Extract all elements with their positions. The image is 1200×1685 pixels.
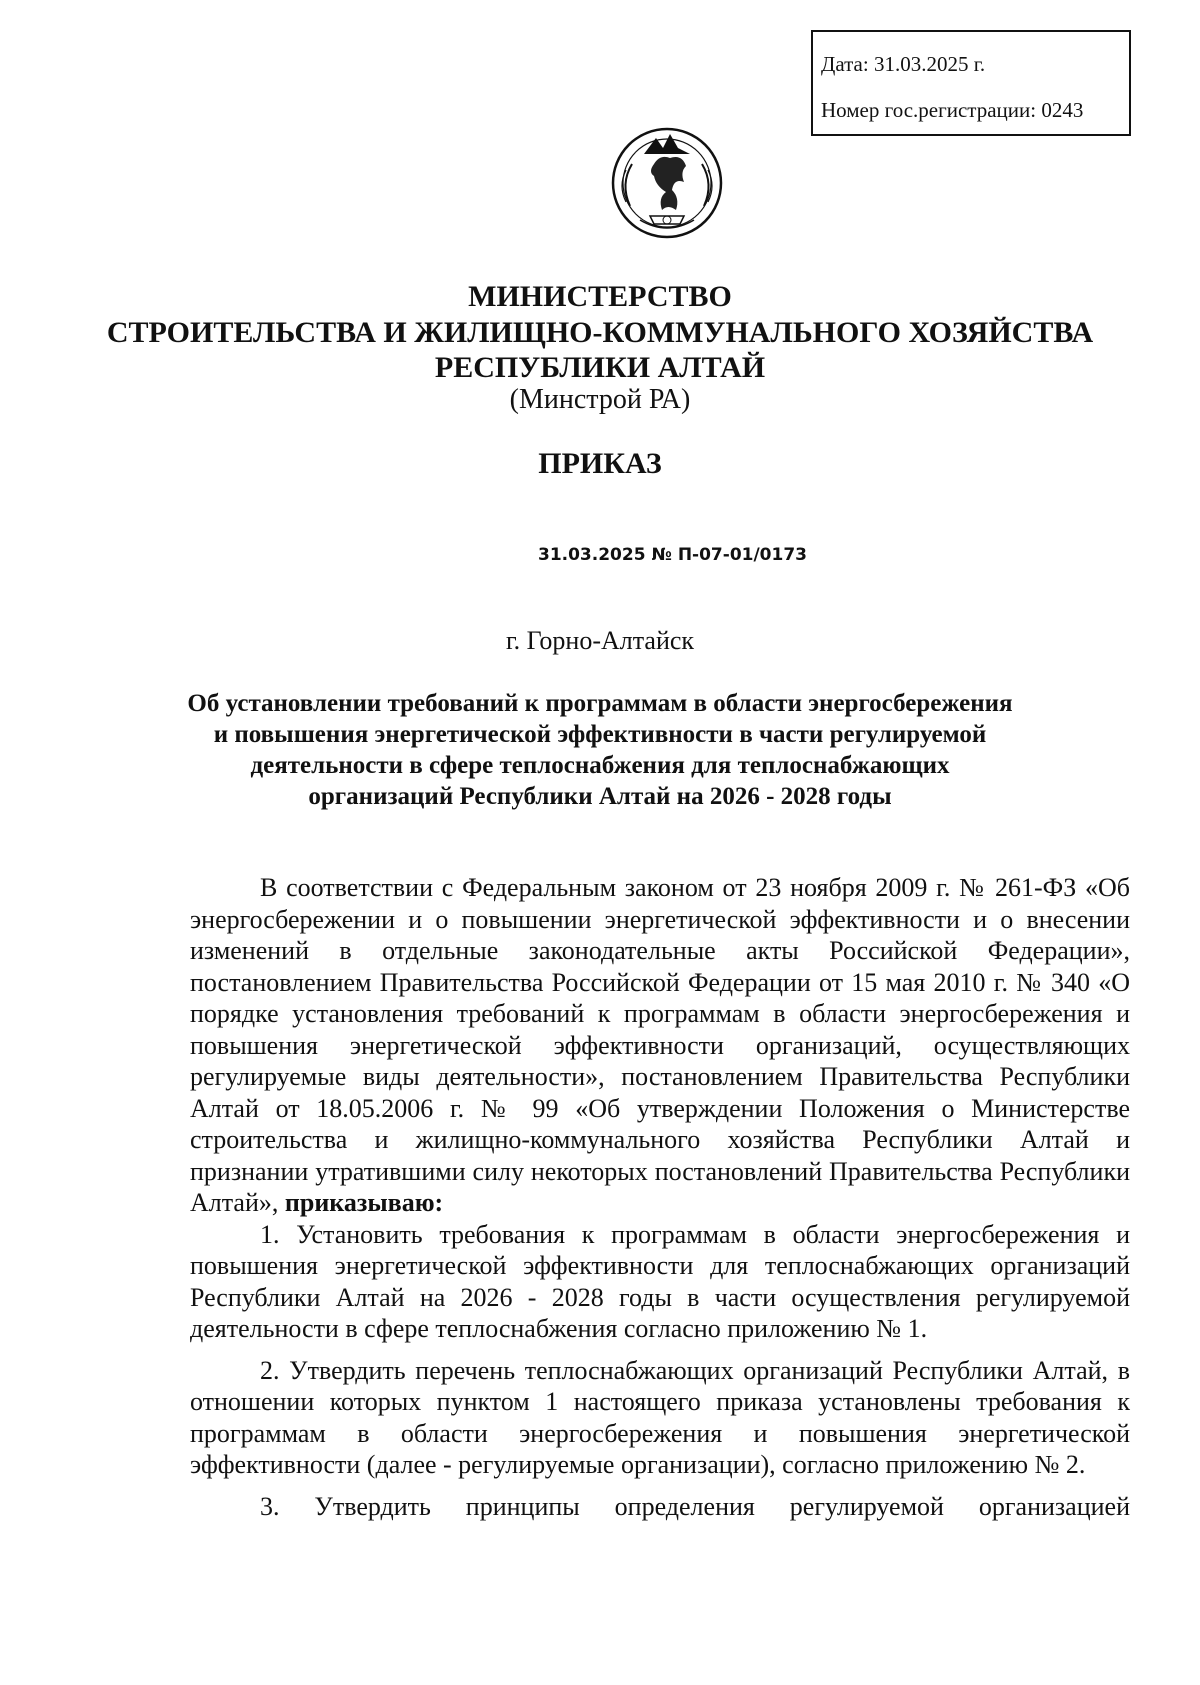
document-type: ПРИКАЗ [538,447,662,480]
item-2-paragraph: 2. Утвердить перечень теплоснабжающих организаций Республики Алтай, в отношении которых пунктом 1 настоящего приказа установлены требования к программам в области энергосбережения и повышения энергетической эффективности (далее - регулируемые организации), согласно приложению № 2. [190,1355,1130,1479]
ministry-name-line3: РЕСПУБЛИКИ АЛТАЙ [434,351,766,384]
order-word: приказываю: [284,1188,444,1217]
order-title-line4: организаций Республики Алтай на 2026 - 2028 годы [308,783,892,810]
ministry-name-line1: МИНИСТЕРСТВО [468,280,732,313]
order-title-line3: деятельности в сфере теплоснабжения для теплоснабжающих [250,752,950,779]
item-3-paragraph: 3. Утвердить принципы определения регулируемой организацией [260,1491,1130,1521]
registration-stamp [811,30,1131,136]
preamble-paragraph [190,872,1130,1219]
document-body [190,872,1130,1522]
ministry-name-line2: СТРОИТЕЛЬСТВА И ЖИЛИЩНО-КОММУНАЛЬНОГО ХОЗЯЙСТВА [106,316,1094,349]
item-1-paragraph: 1. Установить требования к программам в области энергосбережения и повышения энергетической эффективности для теплоснабжающих организаций Республики Алтай на 2026 - 2028 годы в части осуществления регулируемой деятельности в сфере теплоснабжения согласно приложению № 1. [190,1219,1130,1343]
order-date-number: 31.03.2025 № П-07-01/0173 [537,545,807,565]
registration-number: Номер гос.регистрации: 0243 [821,98,1084,122]
order-title-line1: Об установлении требований к программам в области энергосбережения [187,690,1013,717]
ministry-short-name: (Минстрой РА) [509,384,691,415]
registration-date: Дата: 31.03.2025 г. [821,52,986,76]
order-title-line2: и повышения энергетической эффективности в части регулируемой [213,721,987,748]
preamble-text: В соответствии с Федеральным законом от 23 ноября 2009 г. № 261-ФЗ «Об энергосбережении и о повышении энергетической эффективности и о внесении изменений в отдельные законодательные акты Российской Федерации», постановлением Правительства Российской Федерации от 15 мая 2010 г. № 340 «О порядке установления требований к программам в области энергосбережения и повышения энергетической эффективности организаций, осуществляющих регулируемые виды деятельности», постановлением Правительства Республики Алтай от 18.05.2006 г. № 99 «Об утверждении Положения о Министерстве строительства и жилищно-коммунального хозяйства Республики Алтай и признании утратившими силу некоторых постановлений Правительства Республики Алтай», [190,873,1130,1217]
coat-of-arms-icon [610,124,724,242]
city: г. Горно-Алтайск [505,626,695,655]
